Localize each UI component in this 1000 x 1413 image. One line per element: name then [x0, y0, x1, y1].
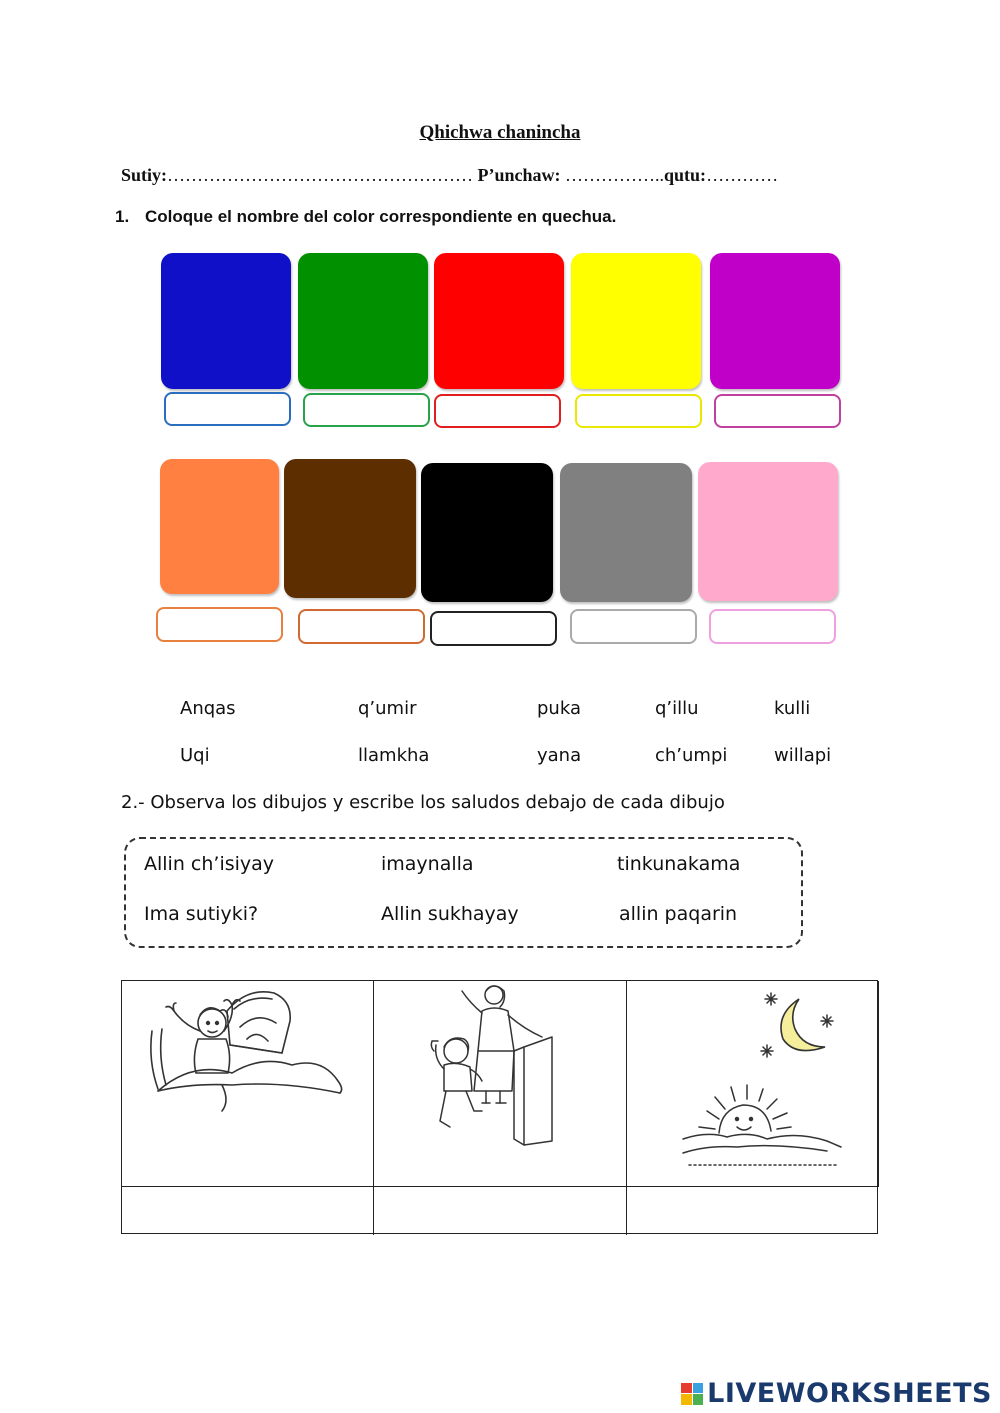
student-info-line	[121, 165, 778, 186]
liveworksheets-logo-icon	[681, 1383, 703, 1405]
color-swatch-9	[560, 463, 692, 602]
mother-and-child-at-door-drawing-icon	[374, 981, 627, 1187]
answer-box-10[interactable]	[709, 609, 836, 644]
word-bank-item: yana	[537, 745, 582, 766]
word-bank-item: kulli	[774, 698, 811, 719]
answer-box-5[interactable]	[714, 394, 841, 428]
page-title: Qhichwa chanincha	[419, 122, 581, 143]
word-bank-item: puka	[537, 698, 581, 719]
question-2-text: 2.- Observa los dibujos y escribe los saludos debajo de cada dibujo	[121, 792, 725, 813]
color-swatch-10	[698, 462, 838, 601]
word-bank-item: Anqas	[180, 698, 236, 719]
picture-cell-1	[122, 981, 374, 1187]
moon-and-sun-drawing-icon	[627, 981, 879, 1187]
name-dots: ……………………………………………	[167, 165, 478, 185]
answer-box-9[interactable]	[570, 609, 697, 644]
greeting-option: Ima sutiyki?	[144, 903, 259, 925]
color-swatch-2	[298, 253, 428, 389]
color-swatch-7	[284, 459, 416, 598]
child-waking-up-drawing-icon	[122, 981, 374, 1187]
color-swatch-4	[571, 253, 701, 389]
answer-box-3[interactable]	[434, 394, 561, 428]
color-swatch-1	[161, 253, 291, 389]
color-swatch-8	[421, 463, 553, 602]
question-1-number: 1.	[115, 207, 130, 226]
greeting-option: tinkunakama	[617, 853, 741, 875]
greeting-option: Allin ch’isiyay	[144, 853, 275, 875]
liveworksheets-wordmark: LIVEWORKSHEETS	[707, 1378, 992, 1409]
word-bank-item: willapi	[774, 745, 832, 766]
answer-box-7[interactable]	[298, 609, 425, 644]
word-bank-item: Uqi	[180, 745, 210, 766]
name-label: Sutiy:	[121, 165, 168, 185]
answer-box-2[interactable]	[303, 393, 430, 427]
grade-label: qutu:	[664, 165, 707, 185]
word-bank-item: q’illu	[655, 698, 699, 719]
question-1-text: Coloque el nombre del color correspondiente en quechua.	[145, 207, 617, 226]
date-dots: ……………..	[560, 165, 665, 185]
answer-cell-3[interactable]	[627, 1187, 879, 1235]
word-bank-item: llamkha	[358, 745, 430, 766]
picture-table	[121, 980, 878, 1234]
word-bank-item: q’umir	[358, 698, 417, 719]
color-swatch-5	[710, 253, 840, 389]
answer-cell-1[interactable]	[122, 1187, 374, 1235]
greeting-option: Allin sukhayay	[381, 903, 519, 925]
word-bank-item: ch’umpi	[655, 745, 728, 766]
greeting-option: allin paqarin	[619, 903, 738, 925]
color-swatch-3	[434, 253, 564, 389]
answer-box-8[interactable]	[430, 611, 557, 646]
answer-box-4[interactable]	[575, 394, 702, 428]
liveworksheets-logo	[681, 1378, 992, 1409]
grade-dots: …………	[706, 165, 779, 185]
picture-cell-3	[627, 981, 879, 1187]
color-swatch-6	[160, 459, 279, 594]
picture-cell-2	[374, 981, 627, 1187]
answer-box-1[interactable]	[164, 392, 291, 426]
answer-cell-2[interactable]	[374, 1187, 627, 1235]
question-1	[115, 207, 616, 227]
greeting-option: imaynalla	[381, 853, 474, 875]
date-label: P’unchaw:	[477, 165, 561, 185]
answer-box-6[interactable]	[156, 607, 283, 642]
